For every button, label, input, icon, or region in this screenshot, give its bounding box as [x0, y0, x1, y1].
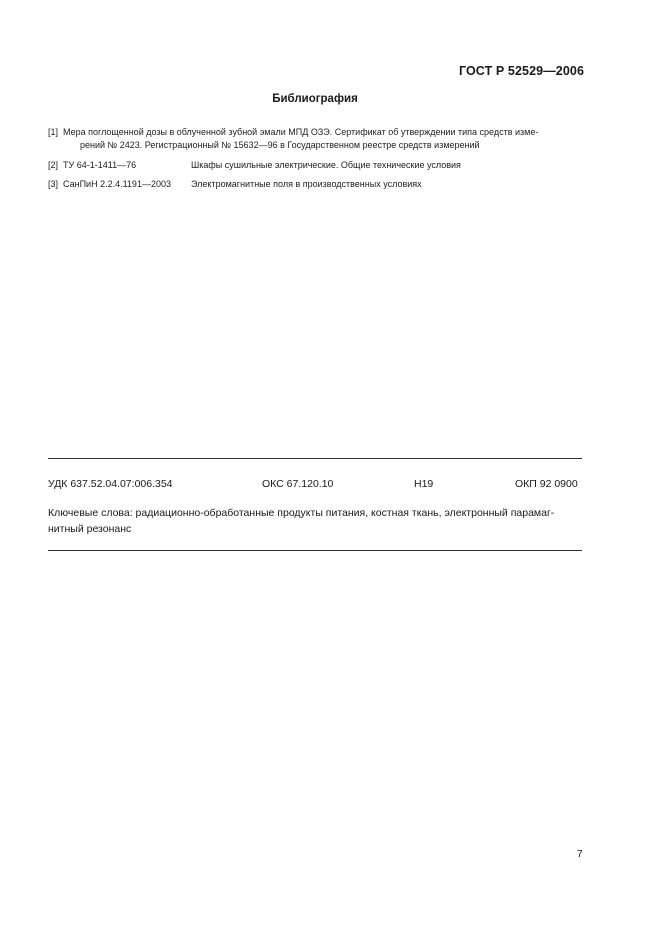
bibliography-item-number: [2]	[48, 160, 59, 170]
udk-code: УДК 637.52.04.07:006.354	[48, 478, 173, 490]
page-number: 7	[577, 849, 583, 860]
bibliography-item-1	[0, 126, 661, 152]
document-code: ГОСТ Р 52529—2006	[458, 64, 584, 78]
bibliography-item-code: ТУ 64-1-1411—76	[63, 160, 137, 170]
bibliography-item-title: Электромагнитные поля в производственных условиях	[191, 179, 422, 189]
keywords	[48, 505, 588, 537]
okp-code: ОКП 92 0900	[515, 478, 578, 490]
bibliography-item-line: рений № 2423. Регистрационный № 15632—96 в Государственном реестре средств измерений	[80, 140, 480, 150]
bibliography-item-text	[63, 126, 588, 152]
group-code: Н19	[414, 478, 434, 490]
bibliography-list	[0, 126, 661, 196]
oks-code: ОКС 67.120.10	[262, 478, 334, 490]
bibliography-item-2	[0, 159, 661, 172]
bibliography-item-number: [1]	[48, 127, 59, 137]
bibliography-item-title: Шкафы сушильные электрические. Общие технические условия	[191, 160, 461, 170]
bibliography-item-number: [3]	[48, 179, 59, 189]
top-divider	[48, 458, 582, 459]
bibliography-item-code: СанПиН 2.2.4.1191—2003	[63, 179, 171, 189]
keywords-line: нитный резонанс	[48, 523, 132, 535]
bibliography-item-line: Мера поглощенной дозы в облученной зубной эмали МПД ОЗЭ. Сертификат об утверждении типа средств изме-	[63, 127, 539, 137]
bibliography-item-3	[0, 178, 661, 191]
bibliography-title: Библиография	[272, 93, 358, 105]
keywords-line: Ключевые слова: радиационно-обработанные продукты питания, костная ткань, электронный парамаг-	[48, 507, 555, 519]
bottom-divider	[48, 550, 582, 551]
